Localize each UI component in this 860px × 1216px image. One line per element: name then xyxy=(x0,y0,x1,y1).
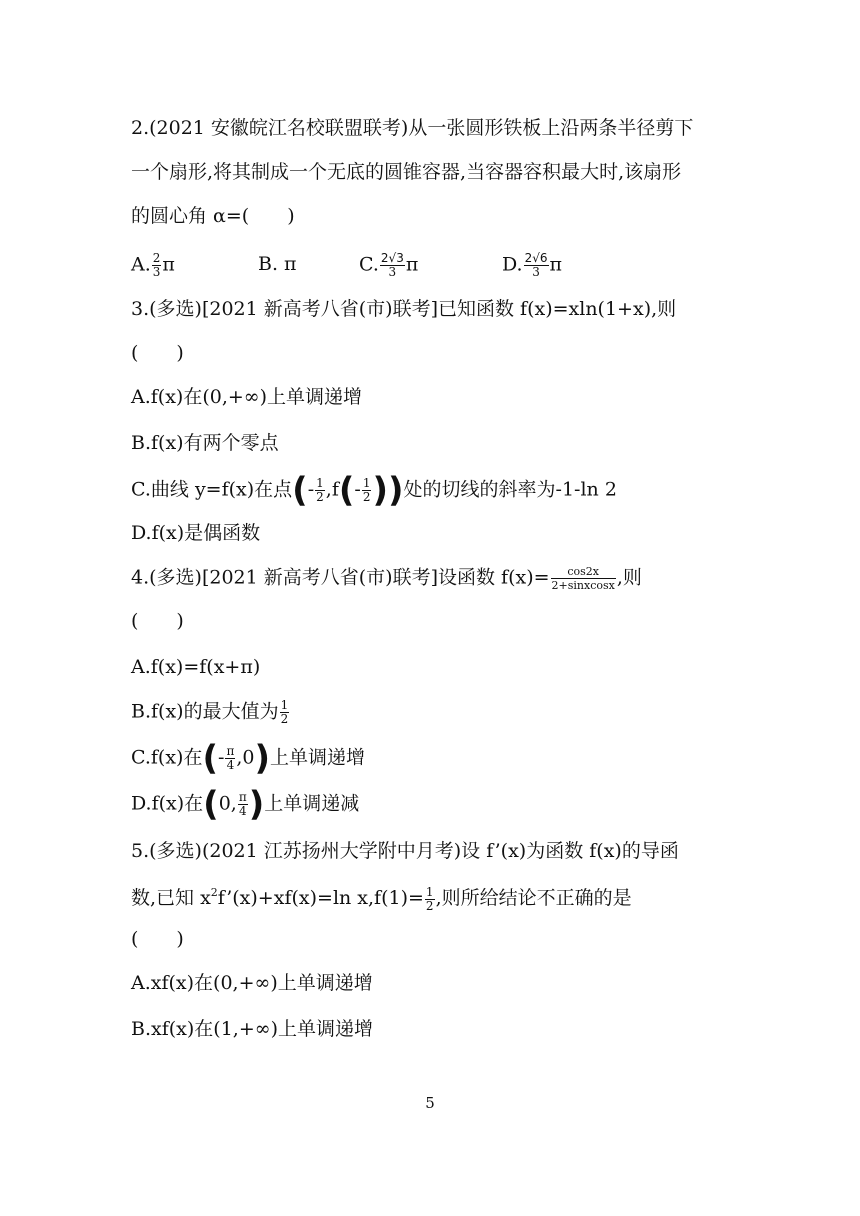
q4-option-b: B.f(x)的最大值为 $\frac{1}{2}$ xyxy=(131,698,289,726)
fraction: $\frac{\pi}{4}$ xyxy=(226,744,235,772)
q3-option-d: D.f(x)是偶函数 xyxy=(131,522,261,544)
q5-stem-line-2: 数,已知 $x^2f’(x)+xf(x)=\ln$ x,f(1)= $\frac{1}{2}$ ,则所给结论不正确的是 xyxy=(131,884,632,913)
q3-option-a: A.f(x)在(0,+∞)上单调递增 xyxy=(131,386,363,408)
q5-answer-blank: ( ) xyxy=(131,928,184,950)
q5-option-b: B.xf(x)在(1,+∞)上单调递增 xyxy=(131,1018,373,1040)
q5-stem-line-1: 5.(多选)(2021 江苏扬州大学附中月考)设 f’(x)为函数 f(x)的导函 xyxy=(131,840,679,862)
fraction: $\frac{2}{3}$ xyxy=(152,251,161,279)
q3-stem-line-1: 3.(多选)[2021 新高考八省(市)联考]已知函数 f(x)=xln(1+x),则 xyxy=(131,298,677,320)
fraction: $\frac{1}{2}$ xyxy=(280,698,289,726)
fraction: $\frac{\cos 2x}{\text{2+sinxcosx}}$ xyxy=(551,565,615,592)
fraction: $\frac{\pi}{4}$ xyxy=(238,790,247,818)
q4-option-c: C.f(x)在(- $\frac{\pi}{4}$ ,0)上单调递增 xyxy=(131,738,366,779)
q2-stem-line-1: 2.(2021 安徽皖江名校联盟联考)从一张圆形铁板上沿两条半径剪下 xyxy=(131,117,694,139)
fraction: $\frac{1}{2}$ xyxy=(425,884,434,913)
q2-options xyxy=(131,252,748,280)
q4-answer-blank: ( ) xyxy=(131,610,184,632)
q2-stem-line-3: 的圆心角 α=( ) xyxy=(131,205,295,227)
q2-option-c: C. $\frac{2√3}{3}$ π xyxy=(359,251,419,279)
q2-stem-line-2: 一个扇形,将其制成一个无底的圆锥容器,当容器容积最大时,该扇形 xyxy=(131,161,682,183)
q2-option-d: D. $\frac{2√6}{3}$ π xyxy=(502,251,563,279)
fraction: $\frac{2√6}{3}$ xyxy=(524,251,548,279)
page-number: 5 xyxy=(425,1094,435,1112)
q4-stem-line-1: 4.(多选)[2021 新高考八省(市)联考]设函数 f(x)= $\frac{\cos 2x}{\text{2+sinxcosx}}$ ,则 xyxy=(131,565,642,592)
q2-option-a: A. $\frac{2}{3}$ π xyxy=(131,251,175,279)
q3-answer-blank: ( ) xyxy=(131,342,184,364)
q2-option-b: B. π xyxy=(258,253,297,275)
q4-option-d: D.f(x)在(0, $\frac{\pi}{4}$ )上单调递减 xyxy=(131,784,360,825)
q3-option-b: B.f(x)有两个零点 xyxy=(131,432,279,454)
q5-option-a: A.xf(x)在(0,+∞)上单调递增 xyxy=(131,972,373,994)
fraction: $\frac{1}{2}$ xyxy=(316,476,324,504)
q4-option-a: A.f(x)=f(x+π) xyxy=(131,656,261,678)
q3-option-c: C.曲线 y=f(x)在点(- $\frac{1}{2}$ ,f(- $\frac{1}{2}$ ))处的切线的斜率为-1-ln 2 xyxy=(131,470,617,511)
fraction: $\frac{2√3}{3}$ xyxy=(380,251,404,279)
fraction: $\frac{1}{2}$ xyxy=(362,476,371,504)
